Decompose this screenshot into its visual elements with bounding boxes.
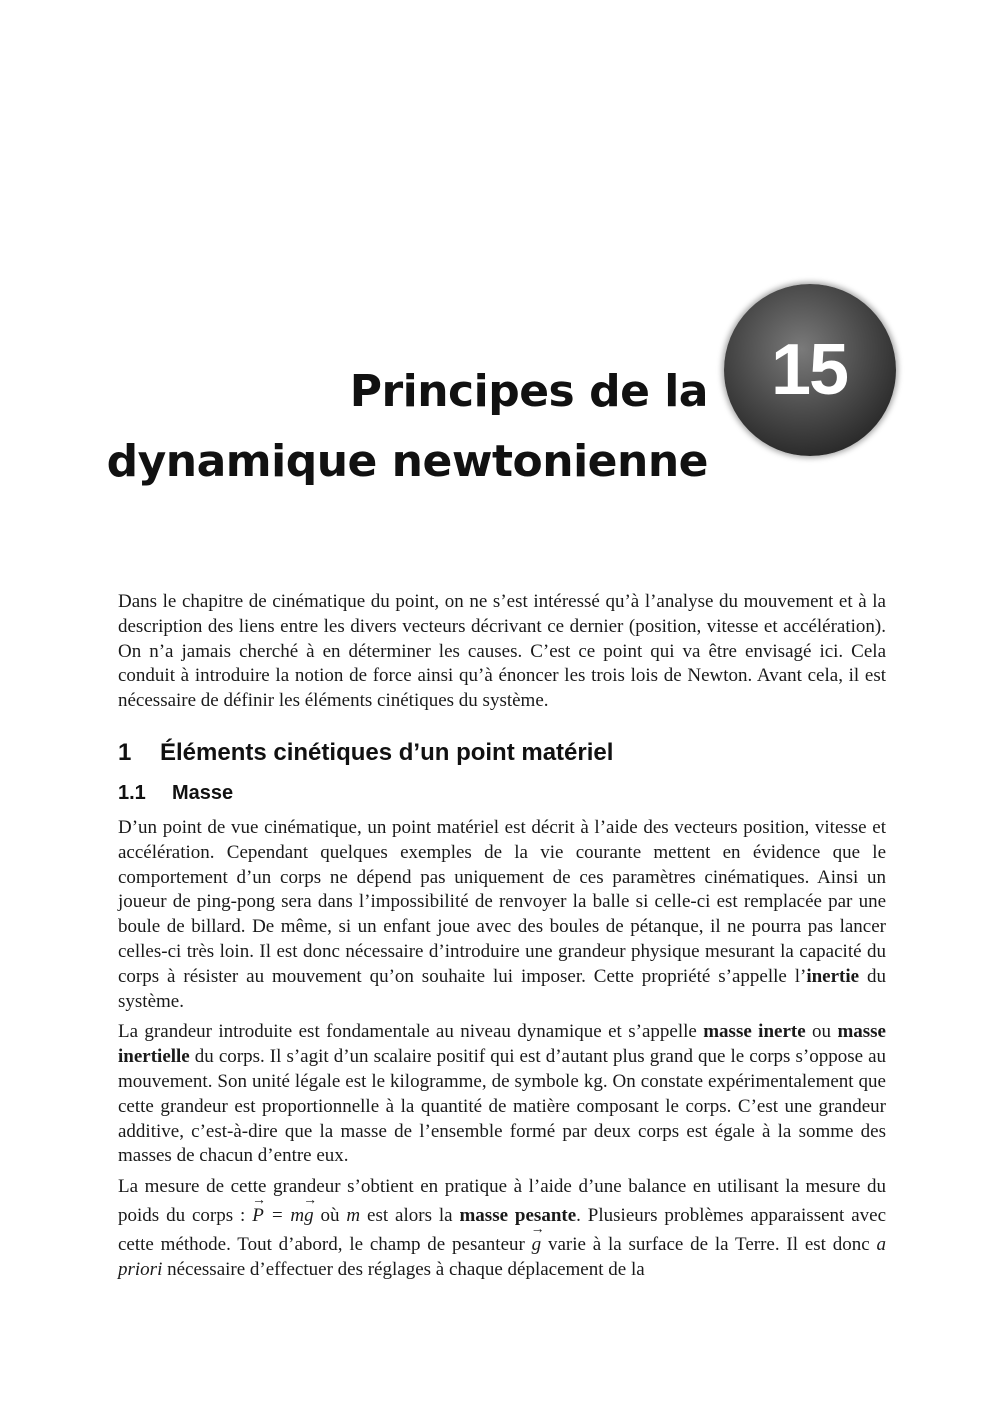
chapter-title-line-2: dynamique newtonienne <box>106 436 708 488</box>
vector-arrow: → <box>303 1192 318 1208</box>
paragraph-text: varie à la surface de la Terre. Il est donc <box>541 1233 877 1255</box>
vector-arrow: → <box>251 1192 266 1208</box>
paragraph-text: ou <box>805 1021 838 1043</box>
paragraph-weight-measure <box>118 1175 886 1282</box>
vector-symbol: g <box>531 1233 542 1255</box>
chapter-number: 15 <box>770 330 848 410</box>
paragraph-text: est alors la <box>360 1204 460 1226</box>
subsection-heading <box>118 780 886 806</box>
paragraph-text: D’un point de vue cinématique, un point matériel est décrit à l’aide des vecteurs position, vitesse et accélération. Cependant quelques exemples de la vie courante mettent en évidence que le comportement d’un corps ne dépend pas uniquement de ces paramètres cinématiques. Ainsi un joueur de ping-pong sera dans l’impossibilité de renvoyer la balle si celle-ci est remplacée par une boule de billard. De même, si un enfant joue avec des boules de pétanque, il ne pourra pas lancer celles-ci très loin. Il est donc nécessaire d’introduire une grandeur physique mesurant la capacité du corps à résister au mouvement qu’on souhaite lui imposer. Cette propriété s’appelle l’ <box>118 816 886 987</box>
paragraph-text: du système. <box>118 965 886 1012</box>
vector-g <box>530 1221 545 1258</box>
paragraph-text: . Plusieurs problèmes apparaissent avec cette méthode. Tout d’abord, le champ de pesanteur <box>118 1204 886 1255</box>
vector-g <box>303 1192 318 1229</box>
paragraph-text: du corps. Il s’agit d’un scalaire positif qui est d’autant plus grand que le corps s’oppose au mouvement. Son unité légale est le kilogramme, de symbole kg. On constate expérimentalement que cette grandeur est proportionnelle à la quantité de matière composant le corps. C’est une grandeur additive, c’est-à-dire que la masse de l’ensemble formé par deux corps est égale à la somme des masses de chacun d’entre eux. <box>118 1046 886 1167</box>
chapter-title <box>60 357 708 497</box>
intro-paragraph: Dans le chapitre de cinématique du point, on ne s’est intéressé qu’à l’analyse du mouvement et à la description des liens entre les divers vecteurs décrivant ce dernier (position, vitesse et accélération). On n’a jamais cherché à en déterminer les causes. C’est ce point qui va être envisagé ici. Cela conduit à introduire la notion de force ainsi qu’à énoncer les trois lois de Newton. Avant cela, il est nécessaire de définir les éléments cinétiques du système. <box>118 591 886 712</box>
term-masse-pesante: masse pesante <box>459 1204 577 1226</box>
paragraph-inertia <box>118 816 886 1014</box>
equation-text: = m <box>263 1204 305 1226</box>
chapter-title-line-1: Principes de la <box>349 366 708 418</box>
term-masse-inerte: masse inerte <box>703 1021 806 1043</box>
chapter-body <box>118 590 886 1288</box>
term-masse-inertielle: masse inertielle <box>118 1021 886 1068</box>
vector-P <box>251 1192 266 1229</box>
subsection-title: Masse <box>172 781 234 804</box>
vector-symbol: P <box>252 1204 264 1226</box>
vector-arrow: → <box>530 1221 545 1237</box>
chapter-number-badge <box>724 284 896 456</box>
section-number: 1 <box>118 738 132 766</box>
paragraph-text: où <box>313 1204 347 1226</box>
vector-symbol: g <box>304 1204 314 1226</box>
paragraph-inertial-mass <box>118 1020 886 1169</box>
subsection-number: 1.1 <box>118 781 146 804</box>
term-inertie: inertie <box>806 965 860 987</box>
emphasis-a-priori: a priori <box>118 1233 886 1280</box>
math-m: m <box>346 1204 361 1226</box>
section-heading <box>118 738 886 768</box>
paragraph-text: nécessaire d’effectuer des réglages à chaque déplacement de la <box>162 1258 645 1280</box>
paragraph-text: La mesure de cette grandeur s’obtient en pratique à l’aide d’une balance en utilisant la mesure du poids du corps : <box>118 1176 886 1226</box>
paragraph-text: La grandeur introduite est fondamentale au niveau dynamique et s’appelle <box>118 1021 704 1043</box>
section-title: Éléments cinétiques d’un point matériel <box>160 738 614 766</box>
